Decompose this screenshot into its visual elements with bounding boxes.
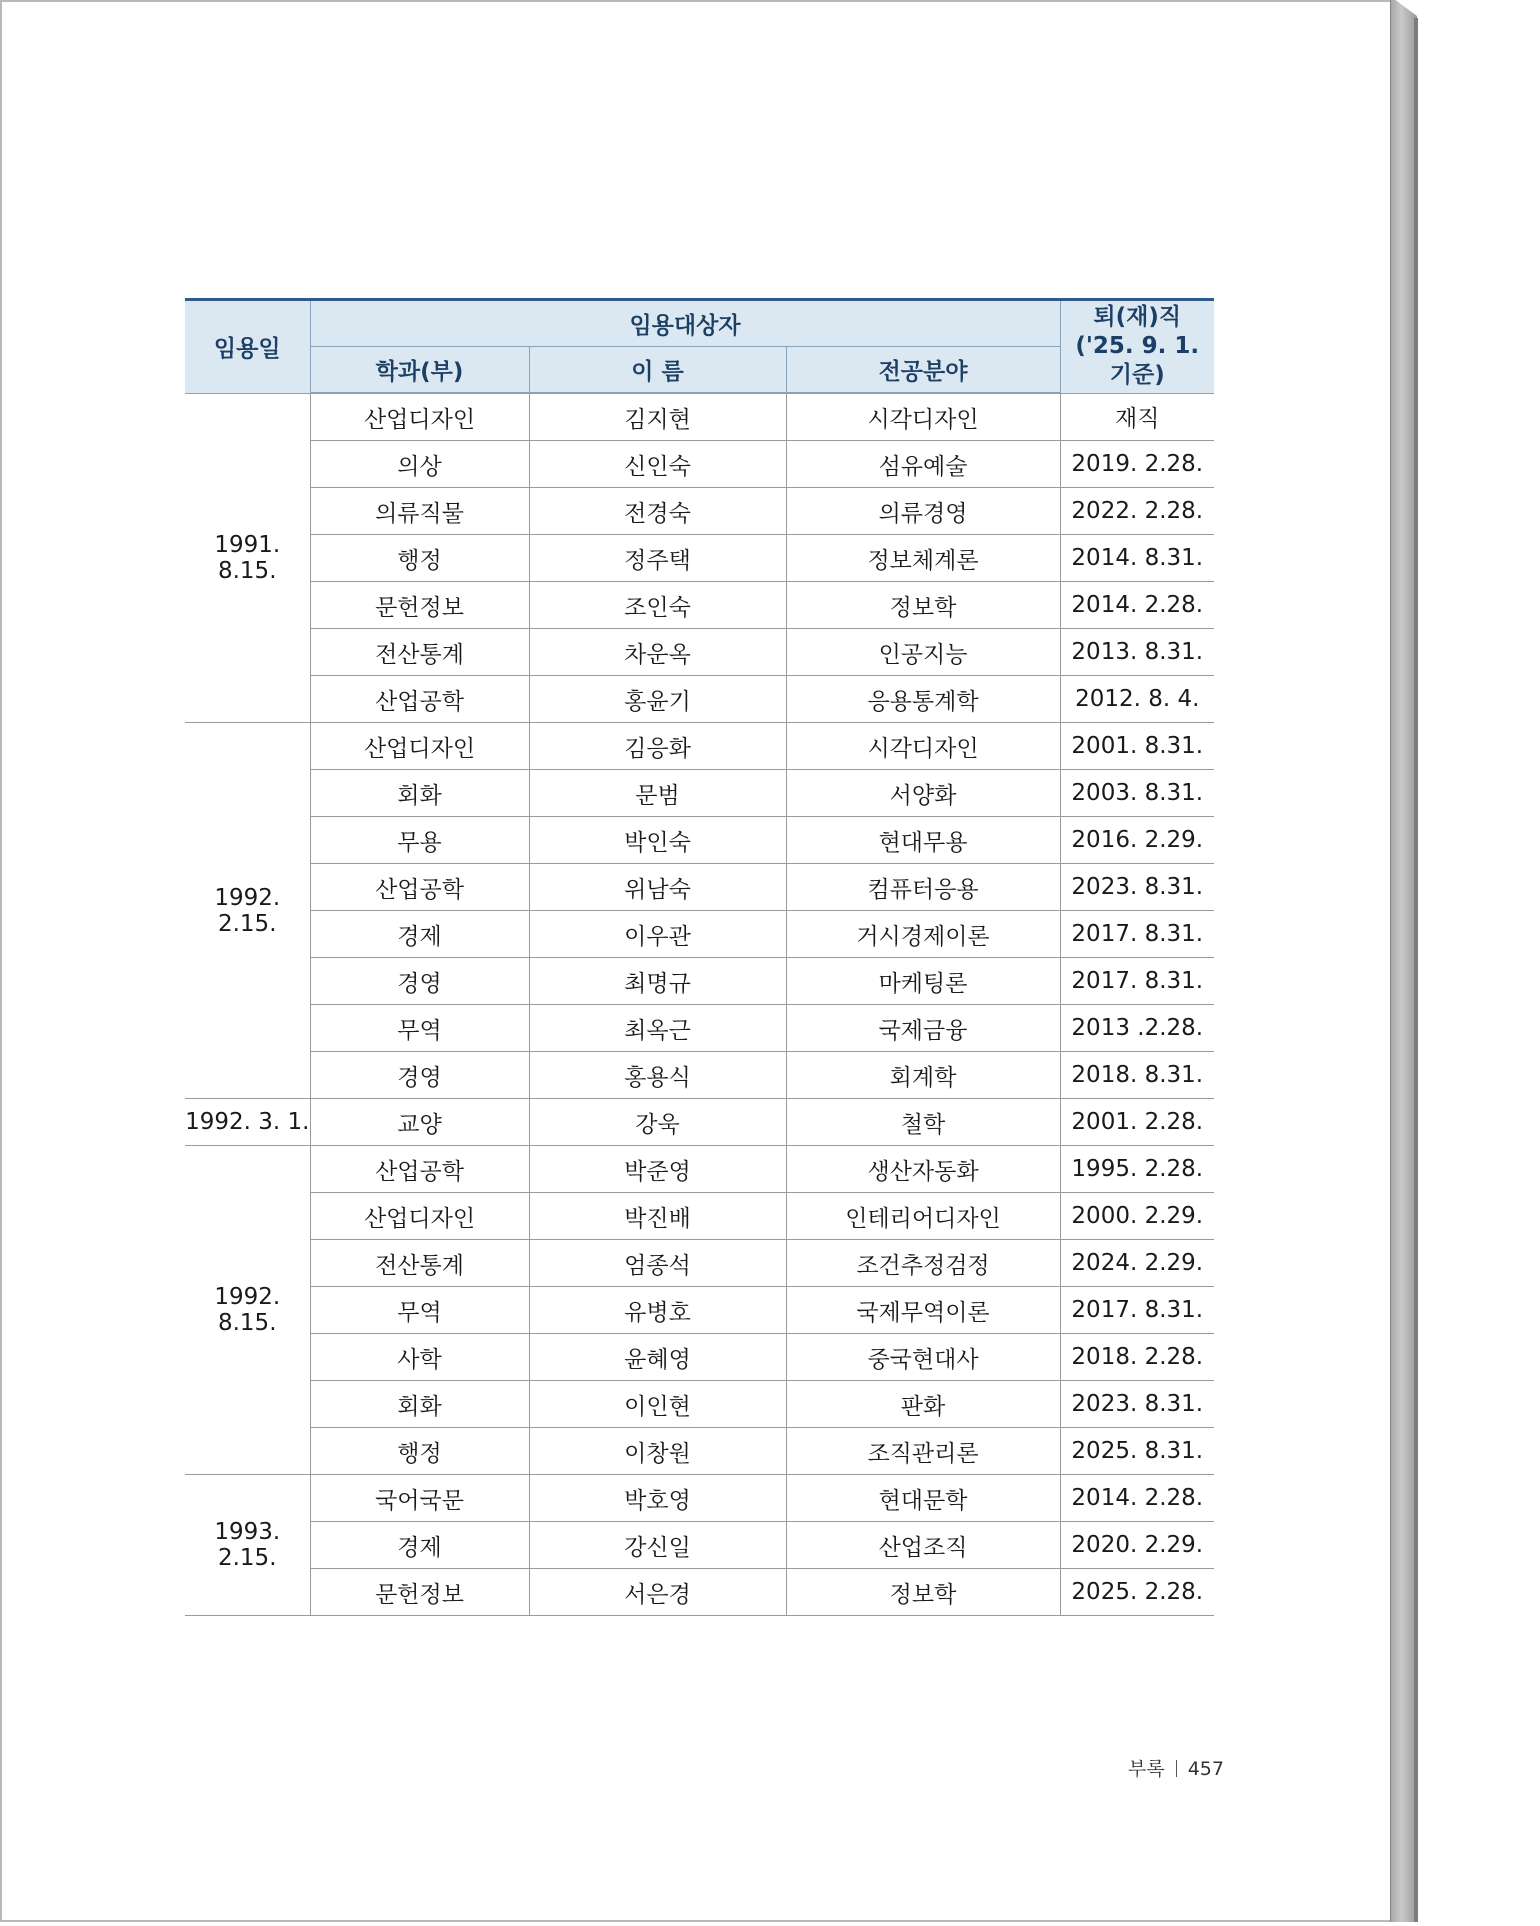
table-row: [185, 1475, 1214, 1522]
table-row: [185, 1334, 1214, 1381]
status-cell: 재직: [1060, 393, 1214, 441]
name-cell: 홍용식: [529, 1052, 786, 1099]
status-cell: 2022. 2.28.: [1060, 488, 1214, 535]
specialty-cell: 시각디자인: [786, 723, 1060, 770]
status-cell: 2013 .2.28.: [1060, 1005, 1214, 1052]
name-cell: 문범: [529, 770, 786, 817]
specialty-cell: 정보학: [786, 582, 1060, 629]
status-cell: 2014. 2.28.: [1060, 1475, 1214, 1522]
department-cell: 문헌정보: [310, 1569, 529, 1616]
specialty-cell: 중국현대사: [786, 1334, 1060, 1381]
name-cell: 전경숙: [529, 488, 786, 535]
specialty-cell: 컴퓨터응용: [786, 864, 1060, 911]
page-stack-shadow: [1414, 18, 1418, 1922]
department-cell: 전산통계: [310, 1240, 529, 1287]
name-cell: 김지현: [529, 393, 786, 441]
appointment-table: [185, 298, 1214, 1616]
department-cell: 경제: [310, 1522, 529, 1569]
table-row: [185, 1240, 1214, 1287]
specialty-cell: 현대문학: [786, 1475, 1060, 1522]
status-cell: 2016. 2.29.: [1060, 817, 1214, 864]
status-cell: 2012. 8. 4.: [1060, 676, 1214, 723]
name-cell: 이우관: [529, 911, 786, 958]
table-row: [185, 1522, 1214, 1569]
name-cell: 박준영: [529, 1146, 786, 1193]
specialty-cell: 정보체계론: [786, 535, 1060, 582]
department-cell: 산업공학: [310, 864, 529, 911]
table-header: [185, 300, 1214, 394]
table-row: [185, 817, 1214, 864]
name-cell: 서은경: [529, 1569, 786, 1616]
name-cell: 최명규: [529, 958, 786, 1005]
status-cell: 2014. 2.28.: [1060, 582, 1214, 629]
status-cell: 2025. 8.31.: [1060, 1428, 1214, 1475]
table-row: [185, 629, 1214, 676]
table-row: [185, 441, 1214, 488]
table-row: [185, 393, 1214, 441]
specialty-cell: 서양화: [786, 770, 1060, 817]
header-specialty: 전공분야: [786, 347, 1060, 394]
page-stack-edge: [1390, 0, 1417, 1922]
status-cell: 2003. 8.31.: [1060, 770, 1214, 817]
department-cell: 회화: [310, 770, 529, 817]
department-cell: 경영: [310, 1052, 529, 1099]
table-row: [185, 1052, 1214, 1099]
status-cell: 2019. 2.28.: [1060, 441, 1214, 488]
table-row: [185, 1287, 1214, 1334]
department-cell: 의상: [310, 441, 529, 488]
specialty-cell: 시각디자인: [786, 393, 1060, 441]
table-row: [185, 723, 1214, 770]
specialty-cell: 인테리어디자인: [786, 1193, 1060, 1240]
specialty-cell: 의류경영: [786, 488, 1060, 535]
table-row: [185, 535, 1214, 582]
table-row: [185, 1428, 1214, 1475]
specialty-cell: 현대무용: [786, 817, 1060, 864]
name-cell: 차운옥: [529, 629, 786, 676]
table-row: [185, 1146, 1214, 1193]
department-cell: 경영: [310, 958, 529, 1005]
specialty-cell: 마케팅론: [786, 958, 1060, 1005]
name-cell: 유병호: [529, 1287, 786, 1334]
header-status: [1060, 300, 1214, 394]
department-cell: 경제: [310, 911, 529, 958]
header-status-line1: 퇴(재)직: [1093, 304, 1182, 331]
table-row: [185, 1099, 1214, 1146]
status-cell: 2017. 8.31.: [1060, 1287, 1214, 1334]
name-cell: 이인현: [529, 1381, 786, 1428]
footer-section: 부록: [1128, 1758, 1165, 1780]
status-cell: 2014. 8.31.: [1060, 535, 1214, 582]
appointment-date-cell: 1992. 3. 1.: [185, 1099, 310, 1146]
department-cell: 전산통계: [310, 629, 529, 676]
status-cell: 2020. 2.29.: [1060, 1522, 1214, 1569]
status-cell: 2018. 8.31.: [1060, 1052, 1214, 1099]
table-row: [185, 958, 1214, 1005]
department-cell: 무역: [310, 1287, 529, 1334]
name-cell: 윤혜영: [529, 1334, 786, 1381]
status-cell: 2024. 2.29.: [1060, 1240, 1214, 1287]
department-cell: 행정: [310, 1428, 529, 1475]
name-cell: 정주택: [529, 535, 786, 582]
name-cell: 위남숙: [529, 864, 786, 911]
name-cell: 엄종석: [529, 1240, 786, 1287]
department-cell: 문헌정보: [310, 582, 529, 629]
table-row: [185, 1569, 1214, 1616]
department-cell: 무역: [310, 1005, 529, 1052]
department-cell: 의류직물: [310, 488, 529, 535]
department-cell: 사학: [310, 1334, 529, 1381]
appointment-date-cell: 1992. 2.15.: [185, 723, 310, 1099]
footer-divider: [1176, 1760, 1177, 1777]
appointment-date-cell: 1993. 2.15.: [185, 1475, 310, 1616]
header-department: 학과(부): [310, 347, 529, 394]
status-cell: 2017. 8.31.: [1060, 911, 1214, 958]
status-cell: 2001. 2.28.: [1060, 1099, 1214, 1146]
name-cell: 최옥근: [529, 1005, 786, 1052]
department-cell: 산업디자인: [310, 723, 529, 770]
specialty-cell: 국제무역이론: [786, 1287, 1060, 1334]
specialty-cell: 산업조직: [786, 1522, 1060, 1569]
department-cell: 산업공학: [310, 1146, 529, 1193]
department-cell: 산업디자인: [310, 1193, 529, 1240]
department-cell: 무용: [310, 817, 529, 864]
appointment-date-cell: 1991. 8.15.: [185, 393, 310, 723]
specialty-cell: 국제금융: [786, 1005, 1060, 1052]
table-row: [185, 582, 1214, 629]
table-row: [185, 676, 1214, 723]
specialty-cell: 섬유예술: [786, 441, 1060, 488]
name-cell: 강욱: [529, 1099, 786, 1146]
department-cell: 행정: [310, 535, 529, 582]
name-cell: 박인숙: [529, 817, 786, 864]
specialty-cell: 조직관리론: [786, 1428, 1060, 1475]
table-row: [185, 1005, 1214, 1052]
status-cell: 2023. 8.31.: [1060, 864, 1214, 911]
status-cell: 2001. 8.31.: [1060, 723, 1214, 770]
name-cell: 강신일: [529, 1522, 786, 1569]
specialty-cell: 거시경제이론: [786, 911, 1060, 958]
header-appointees: 임용대상자: [310, 300, 1060, 347]
status-cell: 2025. 2.28.: [1060, 1569, 1214, 1616]
name-cell: 김응화: [529, 723, 786, 770]
name-cell: 홍윤기: [529, 676, 786, 723]
specialty-cell: 철학: [786, 1099, 1060, 1146]
status-cell: 1995. 2.28.: [1060, 1146, 1214, 1193]
name-cell: 조인숙: [529, 582, 786, 629]
header-appointment-date: 임용일: [185, 300, 310, 394]
specialty-cell: 회계학: [786, 1052, 1060, 1099]
specialty-cell: 응용통계학: [786, 676, 1060, 723]
status-cell: 2023. 8.31.: [1060, 1381, 1214, 1428]
status-cell: 2017. 8.31.: [1060, 958, 1214, 1005]
status-cell: 2018. 2.28.: [1060, 1334, 1214, 1381]
status-cell: 2000. 2.29.: [1060, 1193, 1214, 1240]
header-status-line2: ('25. 9. 1. 기준): [1075, 333, 1200, 389]
footer-page-number: 457: [1187, 1758, 1224, 1780]
department-cell: 산업공학: [310, 676, 529, 723]
specialty-cell: 정보학: [786, 1569, 1060, 1616]
table-row: [185, 911, 1214, 958]
table-row: [185, 1381, 1214, 1428]
department-cell: 교양: [310, 1099, 529, 1146]
appointment-date-cell: 1992. 8.15.: [185, 1146, 310, 1475]
table-row: [185, 864, 1214, 911]
specialty-cell: 인공지능: [786, 629, 1060, 676]
name-cell: 신인숙: [529, 441, 786, 488]
table-body: [185, 393, 1214, 1616]
department-cell: 국어국문: [310, 1475, 529, 1522]
table-row: [185, 1193, 1214, 1240]
specialty-cell: 생산자동화: [786, 1146, 1060, 1193]
name-cell: 이창원: [529, 1428, 786, 1475]
specialty-cell: 조건추정검정: [786, 1240, 1060, 1287]
page-footer: [1128, 1754, 1224, 1781]
department-cell: 산업디자인: [310, 393, 529, 441]
status-cell: 2013. 8.31.: [1060, 629, 1214, 676]
name-cell: 박호영: [529, 1475, 786, 1522]
name-cell: 박진배: [529, 1193, 786, 1240]
specialty-cell: 판화: [786, 1381, 1060, 1428]
department-cell: 회화: [310, 1381, 529, 1428]
table-row: [185, 488, 1214, 535]
table-row: [185, 770, 1214, 817]
header-name: 이 름: [529, 347, 786, 394]
